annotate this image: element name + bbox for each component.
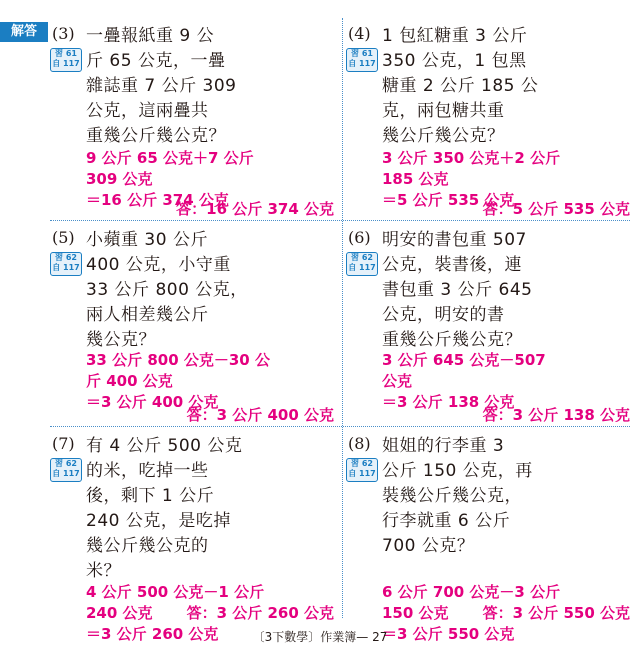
question-text — [86, 228, 340, 353]
question-line: 明安的書包重 507 — [382, 230, 527, 250]
question-line: 公克，明安的書 — [382, 305, 505, 325]
solution-line: 4 公斤 500 公克－1 公斤 — [86, 583, 265, 601]
problem-card — [346, 432, 636, 643]
problem-card — [50, 226, 340, 424]
solution-line: 309 公克 — [86, 170, 153, 188]
problem-card — [346, 22, 636, 218]
question-line: 公克，裝書後，連 — [382, 255, 522, 275]
final-answer: 答：3 公斤 138 公克 — [482, 406, 630, 424]
question-line: 700 公克？ — [382, 536, 475, 556]
solution-line: ＝3 公斤 400 公克 — [86, 393, 219, 411]
question-text — [382, 24, 636, 149]
question-line: 1 包紅糖重 3 公斤 — [382, 26, 528, 46]
question-line: 33 公斤 800 公克， — [86, 280, 248, 300]
question-text — [86, 24, 340, 149]
page-reference-tag: 習 62 自 117 — [50, 252, 82, 276]
page-footer: 〔3下數學〕作業簿— 27 — [252, 630, 388, 644]
solution-line: ＝3 公斤 260 公克 — [86, 625, 219, 643]
page-reference-tag: 習 62 自 117 — [346, 458, 378, 482]
final-answer: 答：3 公斤 550 公克 — [482, 604, 630, 622]
problem-number: (3) — [52, 24, 75, 43]
problem-card — [50, 22, 340, 218]
solution-line: 6 公斤 700 公克－3 公斤 — [382, 583, 561, 601]
question-line: 兩人相差幾公斤 — [86, 305, 209, 325]
problem-number: (4) — [348, 24, 371, 43]
problem-number: (8) — [348, 434, 371, 453]
problem-number: (7) — [52, 434, 75, 453]
solution-line: ＝3 公斤 138 公克 — [382, 393, 515, 411]
solution-line: 150 公克 — [382, 604, 449, 622]
question-text — [382, 434, 636, 559]
solution-line: 3 公斤 350 公克＋2 公斤 — [382, 149, 561, 167]
row-divider — [50, 426, 630, 427]
question-line: 後，剩下 1 公斤 — [86, 486, 215, 506]
question-line: 糖重 2 公斤 185 公 — [382, 76, 539, 96]
problem-number: (6) — [348, 228, 371, 247]
question-line: 米？ — [86, 561, 121, 581]
solution-line: 240 公克 — [86, 604, 153, 622]
answer-badge: 解答 — [0, 22, 48, 42]
question-line: 一疊報紙重 9 公 — [86, 26, 215, 46]
question-line: 的米，吃掉一些 — [86, 461, 209, 481]
question-line: 240 公克，是吃掉 — [86, 511, 231, 531]
column-divider — [342, 18, 343, 618]
problem-card — [346, 226, 636, 424]
problem-number: (5) — [52, 228, 75, 247]
question-line: 350 公克，1 包黑 — [382, 51, 527, 71]
solution-line: 公克 — [382, 372, 413, 390]
question-line: 雜誌重 7 公斤 309 — [86, 76, 237, 96]
question-line: 克，兩包糖共重 — [382, 101, 505, 121]
final-answer: 答：16 公斤 374 公克 — [176, 200, 334, 218]
question-line: 公克，這兩疊共 — [86, 101, 209, 121]
final-answer: 答：5 公斤 535 公克 — [482, 200, 630, 218]
question-line: 斤 65 公克，一疊 — [86, 51, 226, 71]
solution-line: 3 公斤 645 公克－507 — [382, 351, 546, 369]
question-text — [382, 228, 636, 353]
question-line: 重幾公斤幾公克？ — [86, 126, 226, 146]
solution-line: 185 公克 — [382, 170, 449, 188]
final-answer: 答：3 公斤 260 公克 — [186, 604, 334, 622]
solution-line: 斤 400 公克 — [86, 372, 173, 390]
question-line: 姐姐的行李重 3 — [382, 436, 505, 456]
question-line: 公斤 150 公克，再 — [382, 461, 533, 481]
question-line: 重幾公斤幾公克？ — [382, 330, 522, 350]
solution-line: ＝5 公斤 535 公克 — [382, 191, 515, 209]
question-line: 小蘋重 30 公斤 — [86, 230, 208, 250]
page-reference-tag: 習 61 自 117 — [50, 48, 82, 72]
solution-line: 9 公斤 65 公克＋7 公斤 — [86, 149, 254, 167]
page-reference-tag: 習 62 自 117 — [50, 458, 82, 482]
page-reference-tag: 習 62 自 117 — [346, 252, 378, 276]
row-divider — [50, 220, 630, 221]
question-line: 書包重 3 公斤 645 — [382, 280, 533, 300]
question-line: 行李就重 6 公斤 — [382, 511, 511, 531]
question-line: 幾公克？ — [86, 330, 156, 350]
question-line: 幾公斤幾公克？ — [382, 126, 505, 146]
question-line: 裝幾公斤幾公克， — [382, 486, 522, 506]
question-line: 有 4 公斤 500 公克 — [86, 436, 243, 456]
solution-line: ＝3 公斤 550 公克 — [382, 625, 515, 643]
page-reference-tag: 習 61 自 117 — [346, 48, 378, 72]
final-answer: 答：3 公斤 400 公克 — [186, 406, 334, 424]
question-text — [86, 434, 340, 584]
solution-line: ＝16 公斤 374 公克 — [86, 191, 229, 209]
question-line: 400 公克，小守重 — [86, 255, 231, 275]
question-line: 幾公斤幾公克的 — [86, 536, 209, 556]
solution-line: 33 公斤 800 公克－30 公 — [86, 351, 270, 369]
